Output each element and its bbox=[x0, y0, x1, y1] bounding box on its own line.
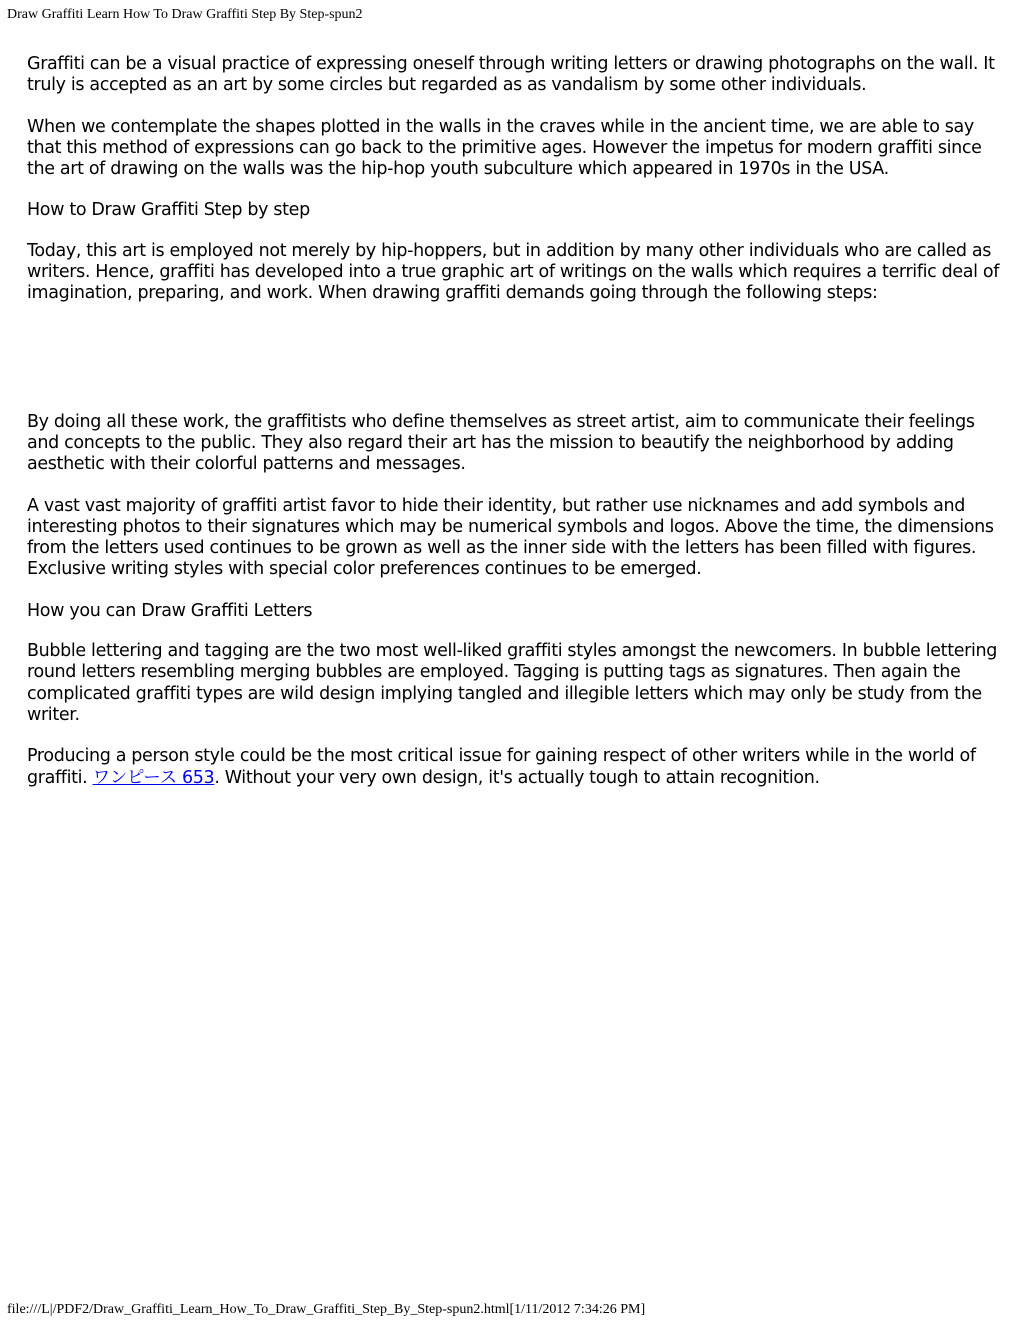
section-heading-letters: How you can Draw Graffiti Letters bbox=[27, 600, 313, 621]
paragraph-styles: Bubble lettering and tagging are the two most well-liked graffiti styles amongst the newcomers. In bubble lettering round letters resembling merging bubbles are employed. Tagging is putting tags as signatures. Then again the complicated graffiti types are wild design implying tangled and illegible letters which may only be study from the writer. bbox=[27, 641, 997, 725]
paragraph-history: When we contemplate the shapes plotted in the walls in the craves while in the ancient time, we are able to say that this method of expressions can go back to the primitive ages. However the impetus for modern graffiti since the art of drawing on the walls was the hip-hop youth subculture which appeared in 1970s in the USA. bbox=[27, 116, 982, 180]
paragraph-personal-style bbox=[27, 746, 1002, 789]
print-footer-url: file:///L|/PDF2/Draw_Graffiti_Learn_How_To_Draw_Graffiti_Step_By_Step-spun2.html[1/11/2012 7:34:26 PM] bbox=[7, 1302, 646, 1317]
paragraph-personal-style-text: Producing a person style could be the most critical issue for gaining respect of other writers while in the world of graffiti. bbox=[27, 746, 976, 788]
one-piece-653-link[interactable]: ワンピース 653 bbox=[92, 767, 215, 788]
paragraph-street-artists: By doing all these work, the graffitists who define themselves as street artist, aim to communicate their feelings and concepts to the public. They also regard their art has the mission to beautify the neighborhood by adding aesthetic with their colorful patterns and messages. bbox=[27, 411, 975, 475]
section-heading-step-by-step: How to Draw Graffiti Step by step bbox=[27, 200, 310, 221]
paragraph-identity: A vast vast majority of graffiti artist favor to hide their identity, but rather use nicknames and add symbols and interesting photos to their signatures which may be numerical symbols and logos. Above the time, the dimensions from the letters used continues to be grown as well as the inner side with the letters has been filled with figures. Exclusive writing styles with special color preferences continues to be emerged. bbox=[27, 495, 994, 580]
paragraph-steps-intro: Today, this art is employed not merely by hip-hoppers, but in addition by many other individuals who are called as writers. Hence, graffiti has developed into a true graphic art of writings on the walls which requires a terrific deal of imagination, preparing, and work. When drawing graffiti demands going through the following steps: bbox=[27, 240, 1000, 304]
missing-image-placeholder bbox=[27, 325, 1002, 412]
article-body bbox=[27, 54, 1002, 809]
print-header-title: Draw Graffiti Learn How To Draw Graffiti Step By Step-spun2 bbox=[7, 7, 363, 22]
paragraph-intro: Graffiti can be a visual practice of expressing oneself through writing letters or drawing photographs on the wall. It truly is accepted as an art by some circles but regarded as as vandalism by some other individuals. bbox=[27, 54, 995, 96]
paragraph-personal-style-tail: . Without your very own design, it's actually tough to attain recognition. bbox=[214, 767, 820, 788]
